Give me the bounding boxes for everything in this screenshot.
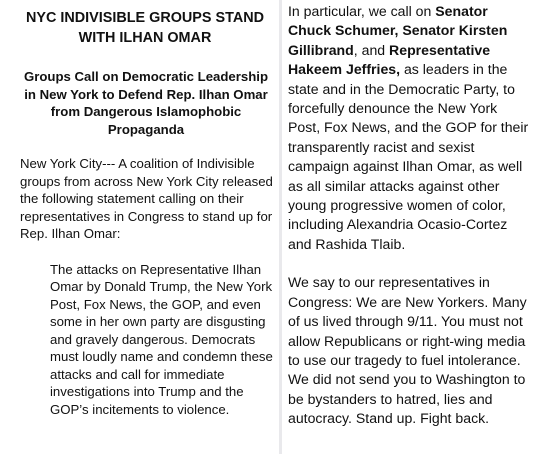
statement-right-column — [282, 0, 536, 454]
statement-subheadline: Groups Call on Democratic Leadership in New York to Defend Rep. Ilhan Omar from Dangerous Islamophobic Propaganda — [23, 69, 269, 137]
message-to-representatives-paragraph: We say to our representatives in Congress: We are New Yorkers. Many of us lived through 9/11. You must not allow Republicans or right-wing media to use our tragedy to fuel intolerance. We did not send you to Washington to be bystanders to hatred, lies and autocracy. Stand up. Fight back. — [288, 274, 527, 427]
representative-name: Representative Hakeem Jeffries, — [288, 41, 491, 78]
statement-quote-paragraph: The attacks on Representative Ilhan Omar by Donald Trump, the New York Post, Fox News, the GOP, and even some in her own party are disgusting and gravely dangerous. Democrats must loudly name and condemn these attacks and call for immediate investigations into Trump and the GOP’s incitements to violence. — [50, 261, 273, 417]
call-mid-text: , and — [353, 41, 390, 58]
statement-headline: NYC INDIVISIBLE GROUPS STAND WITH ILHAN OMAR — [26, 10, 264, 46]
call-lead-text: In particular, we call on — [288, 3, 436, 19]
call-rest-text: as leaders in the state and in the Democratic Party, to forcefully denounce the New York Post, Fox News, and the GOP for their transparently racist and sexist campaign against Ilhan Omar, as well as all similar attacks against other young progressive women of color, including Alexandria Ocasio-Cortez and Rashida Tlaib. — [288, 61, 529, 252]
senators-names: Senator Chuck Schumer, Senator Kirsten Gillibrand — [288, 3, 508, 58]
call-to-leaders-paragraph — [288, 2, 532, 254]
statement-intro-paragraph: New York City--- A coalition of Indivisible groups from across New York City released the following statement calling on their representatives in Congress to stand up for Rep. Ilhan Omar: — [20, 156, 273, 241]
